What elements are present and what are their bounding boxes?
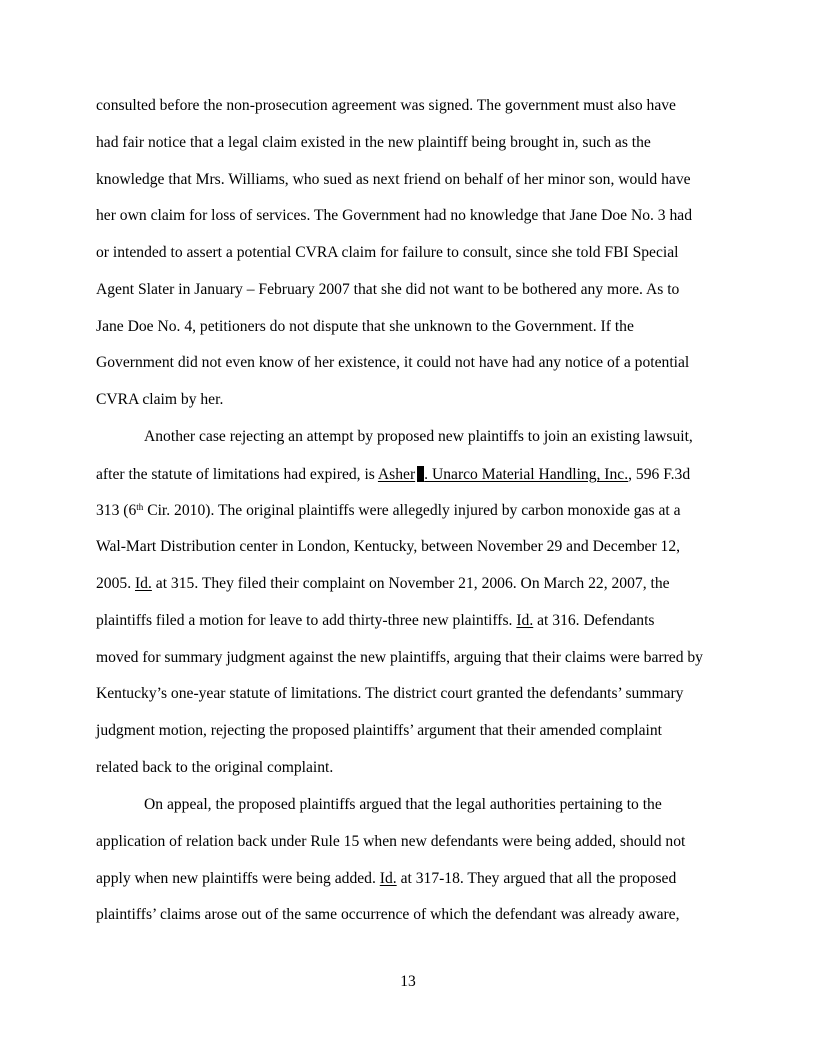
text-line: consulted before the non-prosecution agreement was signed. The government must also have [96, 97, 676, 114]
text-line: application of relation back under Rule 15 when new defendants were being added, should not [96, 833, 686, 850]
paragraph-start-line: Another case rejecting an attempt by proposed new plaintiffs to join an existing lawsuit, [144, 428, 693, 445]
text-segment: Cir. 2010). The original plaintiffs were allegedly injured by carbon monoxide gas at a [143, 502, 681, 519]
text-line [96, 503, 681, 519]
text-line: or intended to assert a potential CVRA claim for failure to consult, since she told FBI Special [96, 244, 679, 261]
text-line-with-citation [96, 466, 690, 483]
id-citation: Id. [134, 575, 152, 592]
text-segment: at 317-18. They argued that all the proposed [396, 870, 677, 887]
text-segment: plaintiffs filed a motion for leave to add thirty-three new plaintiffs. [96, 612, 517, 629]
text-segment: after the statute of limitations had expired, is [96, 466, 378, 483]
ordinal-superscript: th [136, 502, 144, 512]
text-line: CVRA claim by her. [96, 391, 224, 408]
text-line: plaintiffs’ claims arose out of the same occurrence of which the defendant was already aware, [96, 906, 680, 923]
case-name-part: . Unarco Material Handling, Inc. [424, 466, 629, 483]
id-citation: Id. [516, 612, 534, 629]
case-name-part: Asher [377, 466, 416, 483]
text-line: her own claim for loss of services. The Government had no knowledge that Jane Doe No. 3 had [96, 207, 693, 224]
page-number: 13 [400, 973, 416, 990]
text-segment: at 316. Defendants [533, 612, 655, 629]
text-line [96, 871, 676, 887]
text-line: Government did not even know of her existence, it could not have had any notice of a potential [96, 354, 690, 371]
text-line: moved for summary judgment against the new plaintiffs, arguing that their claims were barred by [96, 649, 703, 666]
text-line: Agent Slater in January – February 2007 that she did not want to be bothered any more. As to [96, 281, 680, 298]
text-line [96, 613, 654, 629]
text-segment: apply when new plaintiffs were being added. [96, 870, 380, 887]
case-citation-underlined [378, 466, 628, 483]
text-segment: at 315. They filed their complaint on November 21, 2006. On March 22, 2007, the [151, 575, 670, 592]
text-line: related back to the original complaint. [96, 759, 334, 776]
text-line: judgment motion, rejecting the proposed plaintiffs’ argument that their amended complaint [96, 722, 662, 739]
text-line: Jane Doe No. 4, petitioners do not dispute that she unknown to the Government. If the [96, 318, 634, 335]
text-line: Kentucky’s one-year statute of limitations. The district court granted the defendants’ summary [96, 685, 684, 702]
text-segment: 313 (6 [96, 502, 137, 519]
text-line: knowledge that Mrs. Williams, who sued as next friend on behalf of her minor son, would have [96, 171, 691, 188]
text-line [96, 576, 670, 592]
paragraph-start-line: On appeal, the proposed plaintiffs argued that the legal authorities pertaining to the [144, 796, 662, 813]
id-citation: Id. [379, 870, 397, 887]
text-segment: , 596 F.3d [628, 466, 691, 483]
text-segment: 2005. [96, 575, 135, 592]
text-line: Wal-Mart Distribution center in London, Kentucky, between November 29 and December 12, [96, 538, 681, 555]
text-line: had fair notice that a legal claim existed in the new plaintiff being brought in, such as the [96, 134, 651, 151]
